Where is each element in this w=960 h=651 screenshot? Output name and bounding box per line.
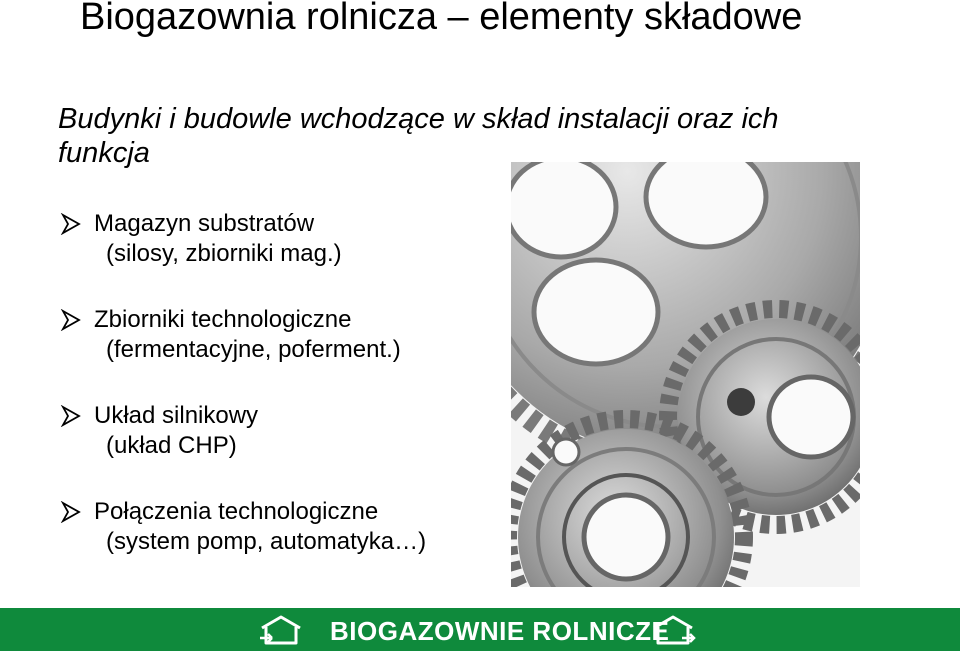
arrow-bullet-icon (60, 501, 82, 523)
bullet-sub: (silosy, zbiorniki mag.) (106, 240, 342, 267)
arrow-bullet-icon (60, 405, 82, 427)
bullet-head: Magazyn substratów (94, 210, 315, 237)
bullet-sub: (fermentacyjne, poferment.) (106, 336, 401, 363)
footer-bar (0, 608, 960, 651)
bullet-head: Połączenia technologiczne (94, 498, 379, 525)
bullet-sub: (system pomp, automatyka…) (106, 528, 427, 555)
house-logo-icon (650, 614, 696, 646)
house-logo-icon (258, 614, 304, 646)
gears-photo (511, 162, 860, 587)
bullet-head: Układ silnikowy (94, 402, 259, 429)
bullet-sub: (układ CHP) (106, 432, 237, 459)
arrow-bullet-icon (60, 213, 82, 235)
slide-title: Biogazownia rolnicza – elementy składowe (80, 0, 803, 38)
footer-brand: BIOGAZOWNIE ROLNICZE (330, 616, 670, 646)
bullet-head: Zbiorniki technologiczne (94, 306, 352, 333)
slide-subtitle: Budynki i budowle wchodzące w skład instalacji oraz ich funkcja (58, 103, 779, 169)
arrow-bullet-icon (60, 309, 82, 331)
